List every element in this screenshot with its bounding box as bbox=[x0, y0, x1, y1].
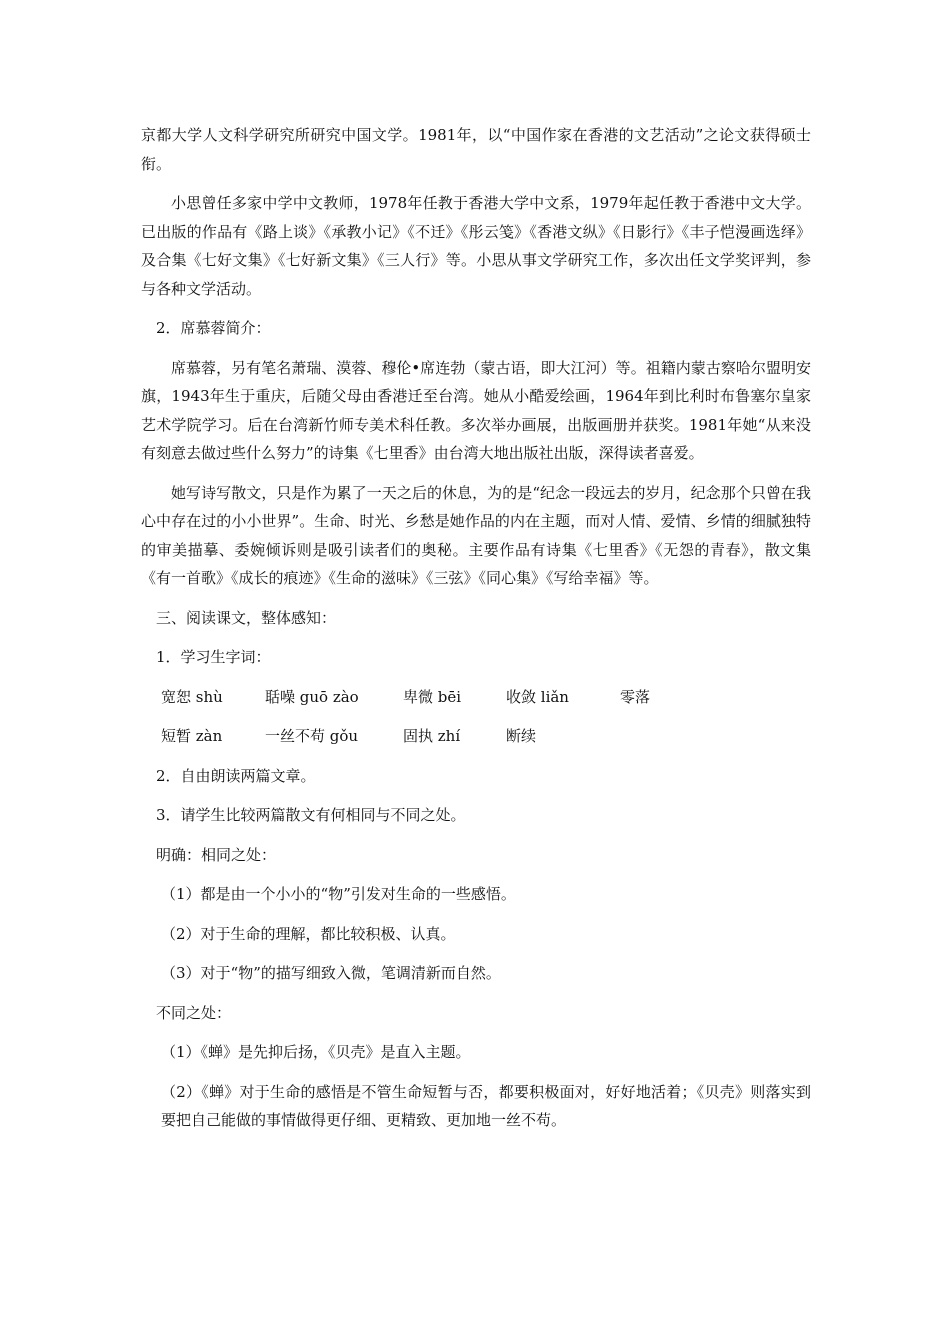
difference-item: （1）《蝉》是先抑后扬，《贝壳》是直入主题。 bbox=[161, 1043, 471, 1061]
vocab-word: 短暂 zàn bbox=[161, 727, 223, 745]
vocab-word: 卑微 bēi bbox=[403, 687, 462, 706]
instruction-read-aloud: 2．自由朗读两篇文章。 bbox=[156, 766, 316, 785]
vocab-row-1 bbox=[141, 683, 811, 712]
heading-section-three: 三、阅读课文，整体感知： bbox=[156, 608, 337, 627]
paragraph-ximurong-bio: 席慕蓉，另有笔名萧瑞、漠蓉、穆伦•席连勃（蒙古语，即大江河）等。祖籍内蒙古察哈尔盟明安旗，1943年生于重庆，后随父母由香港迁至台湾。她从小酷爱绘画，1964年到比利时布鲁塞尔皇家艺术学院学习。后在台湾新竹师专美术科任教。多次举办画展，出版画册并获奖。1981年她“从来没有刻意去做过些什么努力”的诗集《七里香》由台湾大地出版社出版，深得读者喜爱。 bbox=[141, 358, 811, 462]
vocab-word: 零落 bbox=[620, 687, 651, 706]
vocab-word: 收敛 liǎn bbox=[506, 687, 569, 706]
heading-vocab: 1．学习生字词： bbox=[156, 648, 271, 666]
heading-differences: 不同之处： bbox=[156, 1003, 232, 1022]
similarity-item: （1）都是由一个小小的“物”引发对生命的一些感悟。 bbox=[161, 885, 516, 903]
vocab-word: 聒噪 guō zào bbox=[265, 687, 359, 706]
similarity-item: （2）对于生命的理解，都比较积极、认真。 bbox=[161, 924, 456, 943]
vocab-word: 断续 bbox=[506, 727, 537, 745]
heading-ximurong-intro: 2．席慕蓉简介： bbox=[156, 319, 271, 337]
difference-item: （2）《蝉》对于生命的感悟是不管生命短暂与否，都要积极面对，好好地活着；《贝壳》则落实到要把自己能做的事情做得更仔细、更精致、更加地一丝不苟。 bbox=[161, 1082, 811, 1129]
vocab-word: 一丝不苟 gǒu bbox=[265, 727, 359, 745]
similarity-item: （3）对于“物”的描写细致入微，笔调清新而自然。 bbox=[161, 964, 501, 982]
vocab-row-2 bbox=[141, 722, 811, 751]
heading-similarities: 明确：相同之处： bbox=[156, 845, 277, 864]
document-body bbox=[141, 121, 811, 1146]
vocab-word: 固执 zhí bbox=[403, 727, 461, 745]
vocab-word: 宽恕 shù bbox=[161, 687, 223, 706]
paragraph-xiaosi-career: 小思曾任多家中学中文教师，1978年任教于香港大学中文系，1979年起任教于香港中文大学。已出版的作品有《路上谈》《承教小记》《不迁》《彤云笺》《香港文纵》《日影行》《丰子恺漫画选绎》及合集《七好文集》《七好新文集》《三人行》等。小思从事文学研究工作，多次出任文学奖评判，参与各种文学活动。 bbox=[141, 194, 811, 298]
instruction-compare: 3．请学生比较两篇散文有何相同与不同之处。 bbox=[156, 806, 466, 824]
paragraph-xiaosi-education: 京都大学人文科学研究所研究中国文学。1981年，以“中国作家在香港的文艺活动”之论文获得硕士衔。 bbox=[141, 126, 811, 173]
paragraph-ximurong-works: 她写诗写散文，只是作为累了一天之后的休息，为的是“纪念一段远去的岁月，纪念那个只曾在我心中存在过的小小世界”。生命、时光、乡愁是她作品的内在主题，而对人情、爱情、乡情的细腻独特的审美描摹、委婉倾诉则是吸引读者们的奥秘。主要作品有诗集《七里香》《无怨的青春》，散文集《有一首歌》《成长的痕迹》《生命的滋味》《三弦》《同心集》《写给幸福》等。 bbox=[141, 483, 811, 587]
